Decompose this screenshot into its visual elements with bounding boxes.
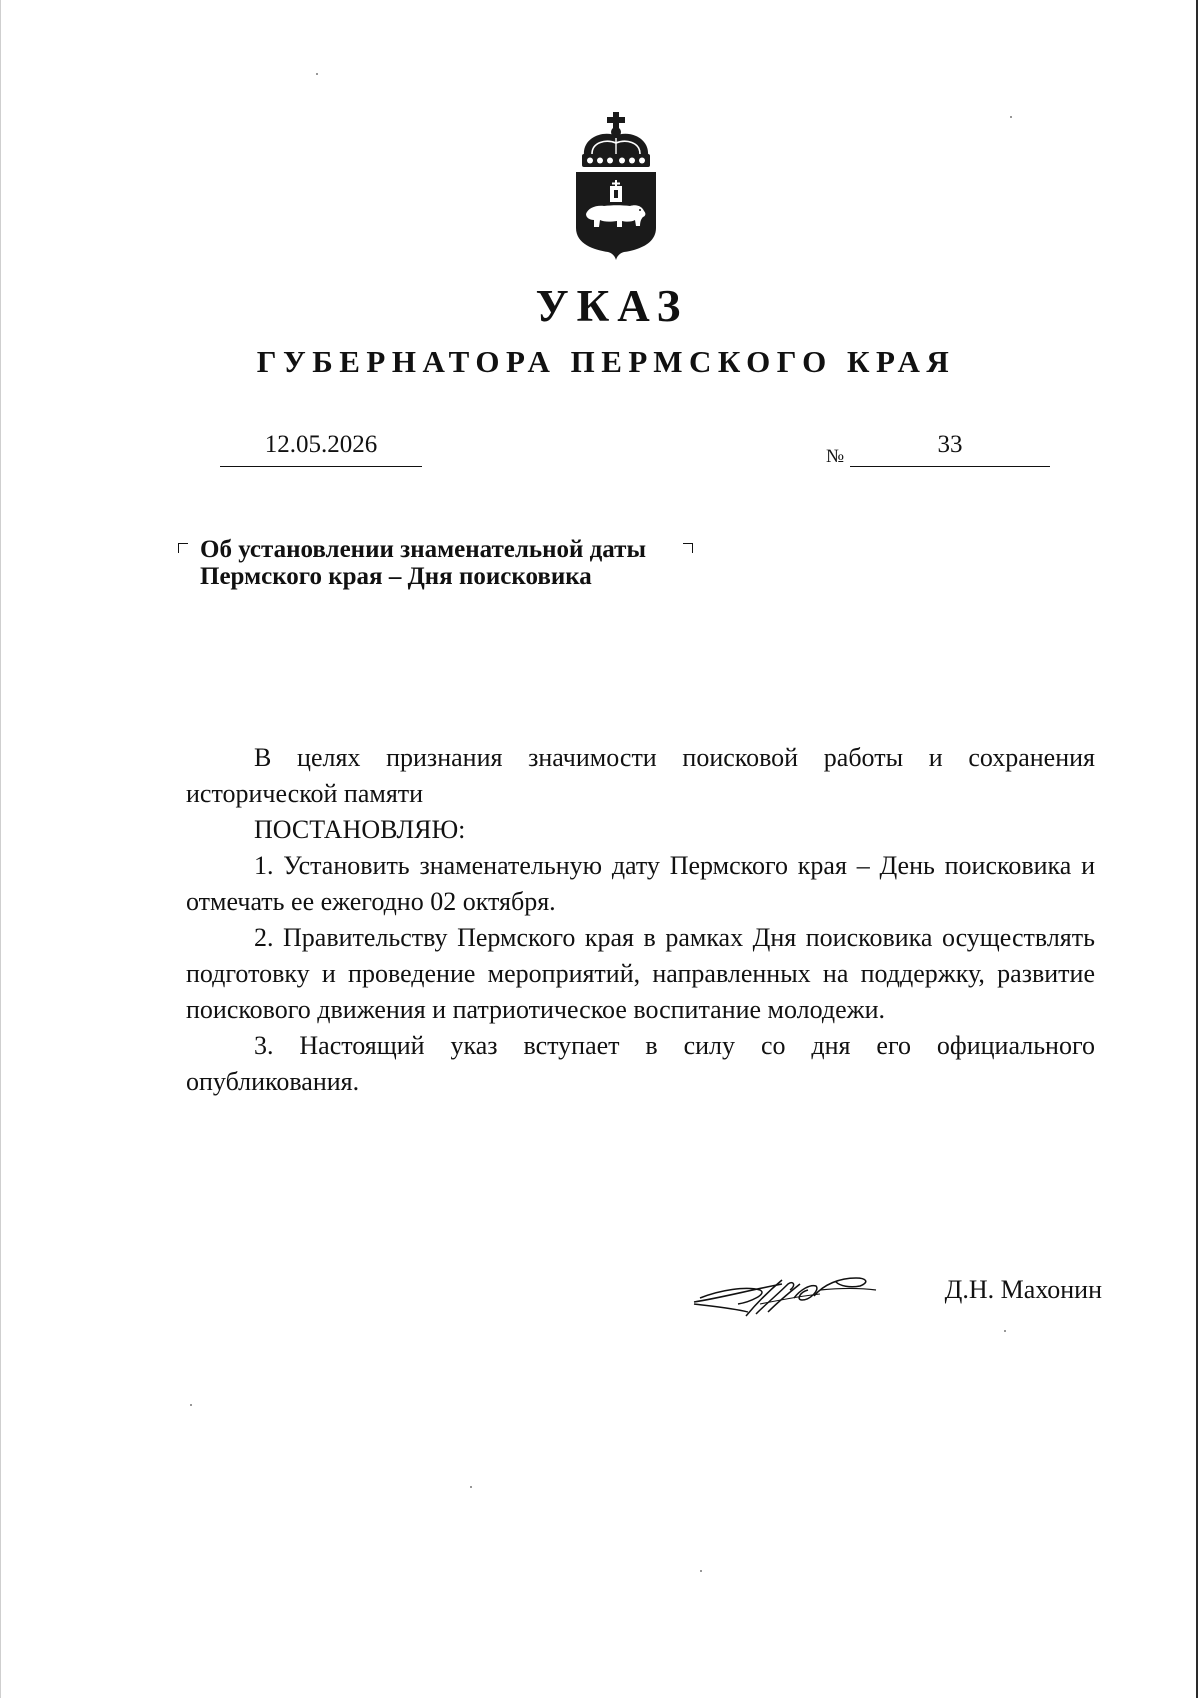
decree-item: 1. Установить знаменательную дату Пермского края – День поисковика и отмечать ее ежегодно 02 октября. xyxy=(186,851,1095,916)
handwritten-signature-icon xyxy=(690,1268,880,1328)
preamble-paragraph: В целях признания значимости поисковой работы и сохранения исторической памяти xyxy=(186,743,1095,808)
scan-edge-left xyxy=(0,0,1,1698)
scan-speck xyxy=(1010,116,1012,118)
scan-speck xyxy=(470,1486,472,1488)
document-subtitle: ГУБЕРНАТОРА ПЕРМСКОГО КРАЯ xyxy=(256,344,956,379)
number-sign: № xyxy=(826,446,845,467)
scan-speck xyxy=(700,1570,702,1572)
decree-item: 3. Настоящий указ вступает в силу со дня его официального опубликования. xyxy=(186,1031,1095,1096)
decree-body xyxy=(186,740,1095,1100)
perm-krai-coat-of-arms-icon xyxy=(566,110,666,266)
subject-bracket-left xyxy=(178,543,188,553)
subject-line: Пермского края – Дня поисковика xyxy=(200,563,592,590)
decree-date: 12.05.2026 xyxy=(220,428,422,467)
signer-name: Д.Н. Махонин xyxy=(944,1275,1102,1304)
subject-line: Об установлении знаменательной даты xyxy=(200,536,646,563)
decree-subject xyxy=(200,536,720,590)
decree-keyword: ПОСТАНОВЛЯЮ: xyxy=(254,815,466,844)
scan-speck xyxy=(1004,1330,1006,1332)
scan-speck xyxy=(316,73,318,75)
scan-edge-right xyxy=(1196,0,1198,1698)
document-title: УКАЗ xyxy=(535,281,689,331)
decree-number: 33 xyxy=(850,428,1050,467)
scan-speck xyxy=(190,1404,192,1406)
decree-item: 2. Правительству Пермского края в рамках Дня поисковика осуществлять подготовку и проведение мероприятий, направленных на поддержку, развитие поискового движения и патриотическое воспитание молодежи. xyxy=(186,923,1095,1024)
